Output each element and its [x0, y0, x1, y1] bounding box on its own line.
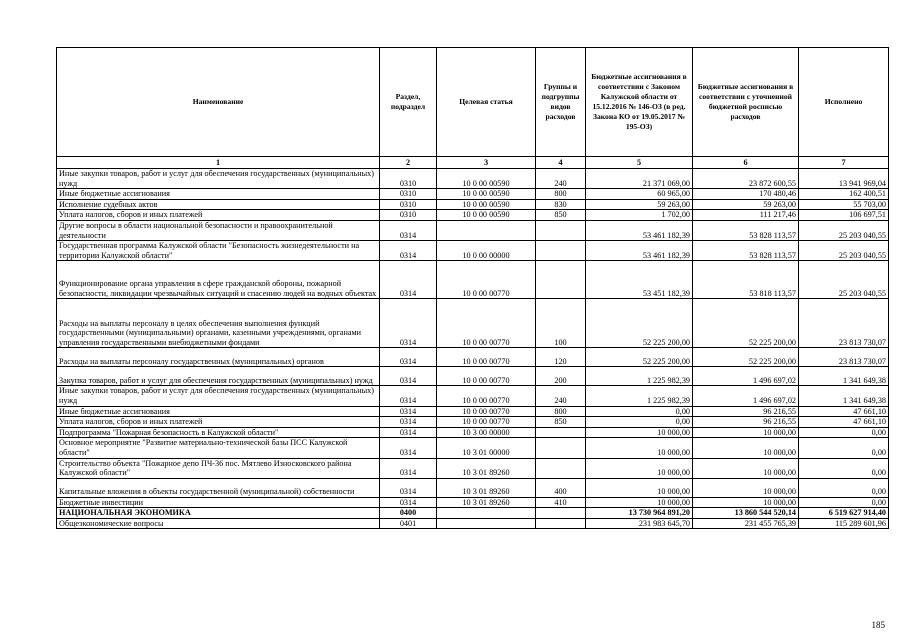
column-number: 5 — [586, 157, 693, 169]
cell-law: 60 965,00 — [586, 189, 693, 200]
cell-name: Иные закупки товаров, работ и услуг для обеспечения государственных (муниципальных) нужд — [57, 386, 380, 406]
cell-law: 10 000,00 — [586, 478, 693, 497]
cell-law: 231 983 645,70 — [586, 518, 693, 529]
cell-section: 0314 — [380, 220, 437, 240]
cell-executed: 6 519 627 914,40 — [799, 508, 889, 519]
cell-section: 0314 — [380, 406, 437, 417]
cell-section: 0314 — [380, 417, 437, 428]
header-refined: Бюджетные ассигнования в соответствии с уточненной бюджетной росписью расходов — [693, 48, 799, 157]
cell-refined: 59 263,00 — [693, 199, 799, 210]
cell-refined: 111 217,46 — [693, 210, 799, 221]
cell-target: 10 0 00 00770 — [437, 386, 536, 406]
cell-refined: 10 000,00 — [693, 427, 799, 438]
cell-name: Общеэкономические вопросы — [57, 518, 380, 529]
cell-executed: 0,00 — [799, 497, 889, 508]
table-header-row — [57, 48, 889, 157]
cell-law: 53 461 182,39 — [586, 241, 693, 261]
cell-target: 10 0 00 00590 — [437, 210, 536, 221]
cell-section: 0314 — [380, 299, 437, 348]
cell-name: Иные бюджетные ассигнования — [57, 189, 380, 200]
cell-refined: 96 216,55 — [693, 406, 799, 417]
cell-target — [437, 508, 536, 519]
cell-law: 52 225 200,00 — [586, 348, 693, 367]
cell-group: 410 — [536, 497, 586, 508]
cell-target: 10 0 00 00770 — [437, 261, 536, 299]
column-number: 7 — [799, 157, 889, 169]
cell-name: НАЦИОНАЛЬНАЯ ЭКОНОМИКА — [57, 508, 380, 519]
cell-section: 0314 — [380, 241, 437, 261]
table-row — [57, 220, 889, 240]
cell-name: Закупка товаров, работ и услуг для обеспечения государственных (муниципальных) нужд — [57, 367, 380, 386]
cell-group: 400 — [536, 478, 586, 497]
cell-group — [536, 220, 586, 240]
cell-group: 800 — [536, 406, 586, 417]
cell-law: 10 000,00 — [586, 458, 693, 478]
cell-target: 10 0 00 00590 — [437, 169, 536, 189]
cell-name: Функционирование органа управления в сфере гражданской обороны, пожарной безопасности, ликвидации чрезвычайных ситуаций и спасению людей на водных объектах — [57, 261, 380, 299]
cell-name: Капитальные вложения в объекты государственной (муниципальной) собственности — [57, 478, 380, 497]
cell-section: 0310 — [380, 169, 437, 189]
cell-target: 10 3 01 89260 — [437, 478, 536, 497]
cell-name: Расходы на выплаты персоналу в целях обеспечения выполнения функций государственными (муниципальными) органами, казенными учреждениями, органами управления государственными внебюджетными фондами — [57, 299, 380, 348]
cell-group: 240 — [536, 169, 586, 189]
table-row — [57, 348, 889, 367]
table-row — [57, 199, 889, 210]
column-number-row — [57, 157, 889, 169]
column-number: 1 — [57, 157, 380, 169]
table-row — [57, 386, 889, 406]
cell-group — [536, 508, 586, 519]
cell-group: 850 — [536, 210, 586, 221]
cell-target: 10 3 01 89260 — [437, 497, 536, 508]
cell-law: 0,00 — [586, 406, 693, 417]
cell-section: 0310 — [380, 199, 437, 210]
cell-target: 10 3 01 00000 — [437, 438, 536, 458]
cell-group — [536, 261, 586, 299]
table-row — [57, 438, 889, 458]
cell-name: Уплата налогов, сборов и иных платежей — [57, 210, 380, 221]
cell-name: Уплата налогов, сборов и иных платежей — [57, 417, 380, 428]
cell-section: 0314 — [380, 348, 437, 367]
cell-section: 0314 — [380, 427, 437, 438]
cell-executed: 115 289 601,96 — [799, 518, 889, 529]
cell-name: Основное мероприятие "Развитие материально-технической базы ПСС Калужской области" — [57, 438, 380, 458]
cell-target: 10 0 00 00770 — [437, 299, 536, 348]
cell-executed: 25 203 040,55 — [799, 220, 889, 240]
cell-executed: 23 813 730,07 — [799, 348, 889, 367]
cell-target: 10 0 00 00770 — [437, 348, 536, 367]
table-row — [57, 508, 889, 519]
cell-law: 1 225 982,39 — [586, 367, 693, 386]
cell-refined: 53 828 113,57 — [693, 241, 799, 261]
cell-name: Расходы на выплаты персоналу государственных (муниципальных) органов — [57, 348, 380, 367]
cell-group: 200 — [536, 367, 586, 386]
cell-law: 1 702,00 — [586, 210, 693, 221]
cell-group: 800 — [536, 189, 586, 200]
table-row — [57, 169, 889, 189]
cell-executed: 25 203 040,55 — [799, 241, 889, 261]
cell-executed: 0,00 — [799, 458, 889, 478]
cell-target: 10 3 01 89260 — [437, 458, 536, 478]
cell-group — [536, 518, 586, 529]
cell-section: 0401 — [380, 518, 437, 529]
cell-law: 10 000,00 — [586, 438, 693, 458]
cell-refined: 13 860 544 520,14 — [693, 508, 799, 519]
cell-executed: 1 341 649,38 — [799, 386, 889, 406]
cell-executed: 162 400,51 — [799, 189, 889, 200]
cell-target: 10 0 00 00000 — [437, 241, 536, 261]
cell-target — [437, 220, 536, 240]
cell-refined: 52 225 200,00 — [693, 348, 799, 367]
cell-law: 13 730 964 891,20 — [586, 508, 693, 519]
cell-refined: 10 000,00 — [693, 458, 799, 478]
column-number: 6 — [693, 157, 799, 169]
cell-group: 850 — [536, 417, 586, 428]
cell-executed: 55 703,00 — [799, 199, 889, 210]
cell-executed: 0,00 — [799, 427, 889, 438]
cell-group: 240 — [536, 386, 586, 406]
table-row — [57, 478, 889, 497]
cell-section: 0310 — [380, 210, 437, 221]
cell-group — [536, 438, 586, 458]
cell-refined: 170 480,46 — [693, 189, 799, 200]
cell-refined: 23 872 600,55 — [693, 169, 799, 189]
column-number: 4 — [536, 157, 586, 169]
table-row — [57, 406, 889, 417]
table-row — [57, 458, 889, 478]
page-number: 185 — [871, 620, 885, 630]
cell-executed: 106 697,51 — [799, 210, 889, 221]
cell-name: Строительство объекта "Пожарное депо ПЧ-36 пос. Мятлево Износковского района Калужской области" — [57, 458, 380, 478]
cell-name: Другие вопросы в области национальной безопасности и правоохранительной деятельности — [57, 220, 380, 240]
cell-group — [536, 427, 586, 438]
cell-target: 10 3 00 00000 — [437, 427, 536, 438]
cell-section: 0314 — [380, 438, 437, 458]
cell-executed: 1 341 649,38 — [799, 367, 889, 386]
cell-name: Подпрограмма "Пожарная безопасность в Калужской области" — [57, 427, 380, 438]
table-row — [57, 518, 889, 529]
table-row — [57, 367, 889, 386]
cell-section: 0314 — [380, 497, 437, 508]
cell-law: 53 451 182,39 — [586, 261, 693, 299]
cell-section: 0314 — [380, 478, 437, 497]
cell-target — [437, 518, 536, 529]
table-row — [57, 497, 889, 508]
table-row — [57, 189, 889, 200]
cell-refined: 10 000,00 — [693, 438, 799, 458]
header-section: Раздел, подраздел — [380, 48, 437, 157]
cell-section: 0314 — [380, 458, 437, 478]
cell-group — [536, 241, 586, 261]
column-number: 3 — [437, 157, 536, 169]
cell-section: 0400 — [380, 508, 437, 519]
cell-executed: 25 203 040,55 — [799, 261, 889, 299]
cell-target: 10 0 00 00590 — [437, 199, 536, 210]
cell-name: Государственная программа Калужской области "Безопасность жизнедеятельности на территории Калужской области" — [57, 241, 380, 261]
cell-executed: 0,00 — [799, 438, 889, 458]
cell-group: 830 — [536, 199, 586, 210]
cell-target: 10 0 00 00590 — [437, 189, 536, 200]
cell-executed: 47 661,10 — [799, 417, 889, 428]
cell-section: 0314 — [380, 367, 437, 386]
cell-law: 21 371 069,00 — [586, 169, 693, 189]
table-row — [57, 210, 889, 221]
cell-target: 10 0 00 00770 — [437, 406, 536, 417]
cell-group — [536, 458, 586, 478]
cell-refined: 53 818 113,57 — [693, 261, 799, 299]
header-target: Целевая статья — [437, 48, 536, 157]
cell-refined: 10 000,00 — [693, 497, 799, 508]
cell-name: Иные закупки товаров, работ и услуг для обеспечения государственных (муниципальных) нужд — [57, 169, 380, 189]
cell-refined: 1 496 697,02 — [693, 386, 799, 406]
cell-law: 59 263,00 — [586, 199, 693, 210]
table-row — [57, 241, 889, 261]
table-row — [57, 427, 889, 438]
table-row — [57, 417, 889, 428]
cell-refined: 53 828 113,57 — [693, 220, 799, 240]
header-name: Наименование — [57, 48, 380, 157]
cell-group: 100 — [536, 299, 586, 348]
table-row — [57, 261, 889, 299]
budget-table — [56, 47, 889, 529]
budget-table-page — [56, 47, 888, 529]
cell-executed: 23 813 730,07 — [799, 299, 889, 348]
cell-refined: 52 225 200,00 — [693, 299, 799, 348]
cell-target: 10 0 00 00770 — [437, 367, 536, 386]
header-executed: Исполнено — [799, 48, 889, 157]
cell-name: Бюджетные инвестиции — [57, 497, 380, 508]
cell-executed: 13 941 969,04 — [799, 169, 889, 189]
cell-section: 0314 — [380, 261, 437, 299]
cell-law: 10 000,00 — [586, 497, 693, 508]
cell-refined: 1 496 697,02 — [693, 367, 799, 386]
cell-refined: 96 216,55 — [693, 417, 799, 428]
header-law: Бюджетные ассигнования в соответствии с Законом Калужской области от 15.12.2016 № 146-ОЗ (в ред. Закона КО от 19.05.2017 № 195-ОЗ) — [586, 48, 693, 157]
cell-executed: 0,00 — [799, 478, 889, 497]
cell-law: 0,00 — [586, 417, 693, 428]
header-group: Группы и подгруппы видов расходов — [536, 48, 586, 157]
cell-name: Иные бюджетные ассигнования — [57, 406, 380, 417]
cell-name: Исполнение судебных актов — [57, 199, 380, 210]
cell-executed: 47 661,10 — [799, 406, 889, 417]
table-row — [57, 299, 889, 348]
cell-law: 10 000,00 — [586, 427, 693, 438]
column-number: 2 — [380, 157, 437, 169]
cell-law: 53 461 182,39 — [586, 220, 693, 240]
cell-law: 1 225 982,39 — [586, 386, 693, 406]
cell-target: 10 0 00 00770 — [437, 417, 536, 428]
cell-refined: 231 455 765,39 — [693, 518, 799, 529]
cell-law: 52 225 200,00 — [586, 299, 693, 348]
cell-group: 120 — [536, 348, 586, 367]
cell-section: 0314 — [380, 386, 437, 406]
cell-section: 0310 — [380, 189, 437, 200]
cell-refined: 10 000,00 — [693, 478, 799, 497]
